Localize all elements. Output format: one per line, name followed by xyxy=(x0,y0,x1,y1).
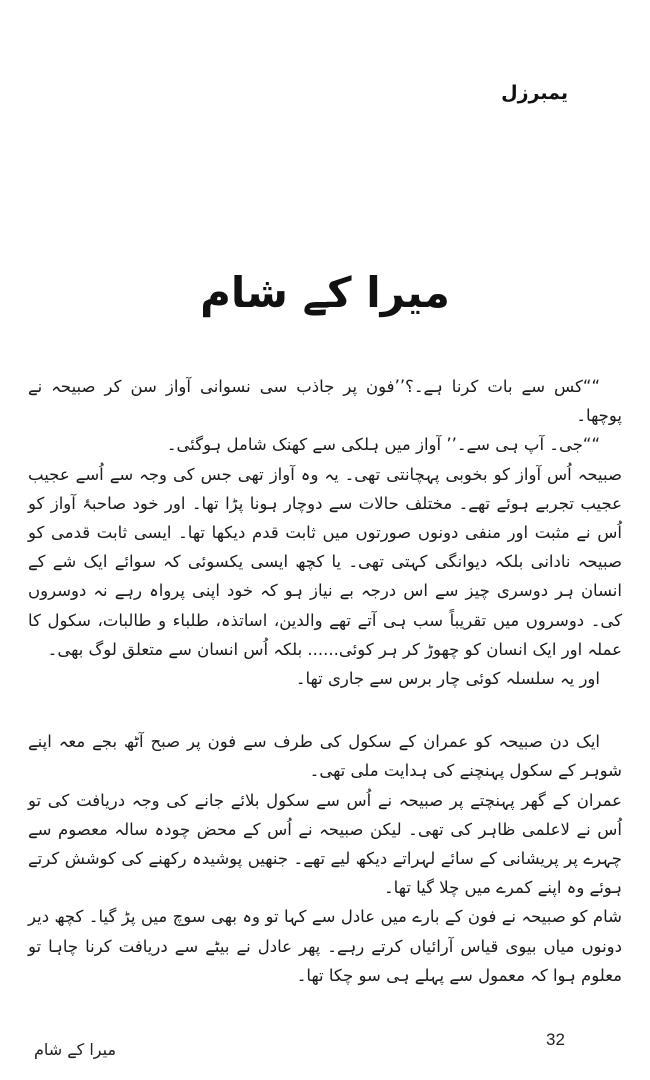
paragraph-6: عمران کے گھر پہنچتے پر صبیحہ نے اُس سے سکول بلائے جانے کی وجہ دریافت کی تو اُس نے لاعلمی ظاہر کی تھی۔ لیکن صبیحہ نے اُس کے محض چودہ سالہ معصوم سے چہرے پر پریشانی کے سائے لہراتے دیکھ لیے تھے۔ جنھیں پوشیدہ رکھنے کی کوشش کرتے ہوئے وہ اپنے کمرے میں چلا گیا تھا۔ xyxy=(28,790,622,898)
footer-story-title: میرا کے شام xyxy=(34,1040,117,1059)
paragraph-3: صبیحہ اُس آواز کو بخوبی پہچانتی تھی۔ یہ وہ آواز تھی جس کی وجہ سے اُسے عجیب عجیب تجربے ہوئے تھے۔ مختلف حالات سے دوچار ہونا پڑا تھا۔ اور خود صاحبۂ آواز کو اُس نے مثبت اور منفی دونوں صورتوں میں ثابت قدم دیکھا تھا۔ ایسی ثابت قدمی کو صبیحہ نادانی بلکہ دیوانگی کہتی تھی۔ یا کچھ ایسی یکسوئی کہ سوائے ایک شے کے انسان ہر دوسری چیز سے اس درجہ بے نیاز ہو کہ خود اپنی پرواہ رہے نہ دوسروں کی۔ دوسروں میں تقریباً سب ہی آتے تھے والدین، اساتذہ، طلباء و طالبات، سکول کا عملہ اور ایک انسان کو چھوڑ کر ہر کوئی...... بلکہ اُس انسان سے متعلق لوگ بھی۔ xyxy=(28,464,622,659)
paragraph-4: اور یہ سلسلہ کوئی چار برس سے جاری تھا۔ xyxy=(295,669,600,689)
paragraph-1: ““کس سے بات کرنا ہے۔؟’’فون پر جاذب سی نسوانی آواز سن کر صبیحہ نے پوچھا۔ xyxy=(28,377,622,426)
story-body xyxy=(28,372,622,990)
paragraph-2: ““جی۔ آپ ہی سے۔’’ آواز میں ہلکی سے کھنک شامل ہوگئی۔ xyxy=(166,435,600,455)
story-title: میرا کے شام xyxy=(200,268,450,317)
page-number: 32 xyxy=(546,1030,565,1049)
paragraph-7: شام کو صبیحہ نے فون کے بارے میں عادل سے کہا تو وہ بھی سوچ میں پڑ گیا۔ کچھ دیر دونوں میاں بیوی قیاس آرائیاں کرتے رہے۔ پھر عادل نے بیٹے سے دریافت کرنا چاہا تو معلوم ہوا کہ معمول سے پہلے ہی سو چکا تھا۔ xyxy=(28,907,622,985)
running-header: یمبرزل xyxy=(501,82,568,104)
paragraph-5: ایک دن صبیحہ کو عمران کے سکول کی طرف سے فون پر صبح آٹھ بجے معہ اپنے شوہر کے سکول پہنچنے کی ہدایت ملی تھی۔ xyxy=(28,732,622,781)
